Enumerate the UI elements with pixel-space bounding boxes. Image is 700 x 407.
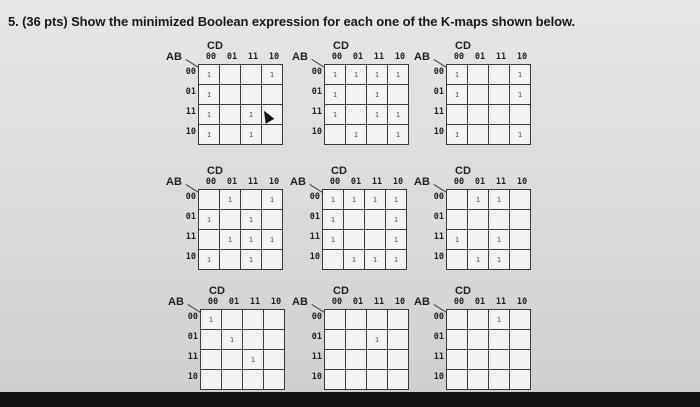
row-label: 10 xyxy=(311,127,322,137)
kmap-cell: 1 xyxy=(367,105,388,125)
kmap-cell xyxy=(388,370,409,390)
kmap-cell xyxy=(199,230,220,250)
column-label: 01 xyxy=(352,52,364,62)
kmap-cell: 1 xyxy=(241,230,262,250)
kmap-cell: 1 xyxy=(388,125,409,145)
kmap-cell xyxy=(264,350,285,370)
column-label: 11 xyxy=(373,52,385,62)
column-label: 00 xyxy=(453,177,465,187)
column-label: 01 xyxy=(474,177,486,187)
column-label: 00 xyxy=(453,52,465,62)
kmap-table xyxy=(446,64,531,145)
kmap-cell xyxy=(241,85,262,105)
kmap-table xyxy=(446,189,531,270)
column-label: 00 xyxy=(205,52,217,62)
kmap-cell xyxy=(346,330,367,350)
kmap-cell: 1 xyxy=(388,65,409,85)
column-label: 01 xyxy=(226,52,238,62)
column-label: 10 xyxy=(268,52,280,62)
kmap-cell: 1 xyxy=(323,190,344,210)
var-ab-label: AB xyxy=(166,176,182,188)
column-label: 00 xyxy=(329,177,341,187)
var-cd-label: CD xyxy=(455,40,471,52)
kmap-cell xyxy=(489,105,510,125)
row-label: 11 xyxy=(185,232,196,242)
kmap-cell: 1 xyxy=(447,125,468,145)
kmap-cell: 1 xyxy=(489,190,510,210)
kmap-cell: 1 xyxy=(199,105,220,125)
row-label: 01 xyxy=(433,332,444,342)
row-label: 00 xyxy=(311,312,322,322)
column-label: 01 xyxy=(228,297,240,307)
kmap-cell: 1 xyxy=(510,125,531,145)
kmap-cell: 1 xyxy=(468,250,489,270)
kmap-cell xyxy=(468,125,489,145)
kmap-cell: 1 xyxy=(199,250,220,270)
kmap-cell xyxy=(510,105,531,125)
kmap-cell: 1 xyxy=(447,85,468,105)
row-label: 10 xyxy=(433,372,444,382)
kmap-cell: 1 xyxy=(241,210,262,230)
kmap-cell: 1 xyxy=(388,105,409,125)
kmap-cell xyxy=(220,210,241,230)
row-label: 00 xyxy=(185,67,196,77)
row-label: 11 xyxy=(309,232,320,242)
kmap-cell: 1 xyxy=(510,85,531,105)
kmap-cell xyxy=(220,250,241,270)
kmap-cell xyxy=(468,370,489,390)
column-label: 01 xyxy=(352,297,364,307)
row-label: 00 xyxy=(185,192,196,202)
kmap-1 xyxy=(166,40,296,162)
row-label: 00 xyxy=(433,192,444,202)
kmap-cell xyxy=(241,65,262,85)
kmap-cell xyxy=(220,125,241,145)
kmap-cell: 1 xyxy=(489,230,510,250)
kmap-cell xyxy=(220,105,241,125)
kmap-table xyxy=(446,309,531,390)
kmap-cell xyxy=(489,330,510,350)
kmap-cell: 1 xyxy=(241,125,262,145)
kmap-table xyxy=(322,189,407,270)
var-cd-label: CD xyxy=(455,165,471,177)
row-label: 10 xyxy=(185,127,196,137)
column-label: 00 xyxy=(205,177,217,187)
kmap-cell xyxy=(264,330,285,350)
kmap-cell xyxy=(447,105,468,125)
kmap-cell xyxy=(468,230,489,250)
kmap-6 xyxy=(414,165,544,287)
kmap-3 xyxy=(414,40,544,162)
kmap-cell: 1 xyxy=(344,190,365,210)
row-label: 01 xyxy=(433,87,444,97)
column-label: 00 xyxy=(453,297,465,307)
kmap-cell xyxy=(241,190,262,210)
kmap-cell xyxy=(367,310,388,330)
column-label: 11 xyxy=(495,52,507,62)
kmap-cell: 1 xyxy=(510,65,531,85)
kmap-cell xyxy=(262,125,283,145)
kmap-2 xyxy=(292,40,422,162)
column-label: 11 xyxy=(373,297,385,307)
kmap-cell xyxy=(447,190,468,210)
column-label: 11 xyxy=(249,297,261,307)
column-label: 10 xyxy=(516,297,528,307)
kmap-cell xyxy=(325,310,346,330)
kmap-table xyxy=(198,189,283,270)
kmap-cell xyxy=(201,370,222,390)
kmap-cell xyxy=(510,350,531,370)
kmap-cell xyxy=(325,370,346,390)
row-label: 10 xyxy=(309,252,320,262)
var-ab-label: AB xyxy=(166,51,182,63)
kmap-cell: 1 xyxy=(241,250,262,270)
kmap-cell: 1 xyxy=(367,330,388,350)
row-label: 01 xyxy=(187,332,198,342)
kmap-table xyxy=(198,64,283,145)
kmap-cell xyxy=(325,350,346,370)
kmap-cell: 1 xyxy=(346,65,367,85)
var-cd-label: CD xyxy=(207,165,223,177)
kmap-cell xyxy=(367,370,388,390)
kmap-cell xyxy=(346,350,367,370)
row-label: 11 xyxy=(433,232,444,242)
kmap-8 xyxy=(292,285,422,407)
kmap-cell xyxy=(262,210,283,230)
var-ab-label: AB xyxy=(414,51,430,63)
kmap-cell xyxy=(346,85,367,105)
column-label: 01 xyxy=(474,52,486,62)
kmap-cell: 1 xyxy=(262,190,283,210)
var-ab-label: AB xyxy=(290,176,306,188)
kmap-cell: 1 xyxy=(367,85,388,105)
var-cd-label: CD xyxy=(455,285,471,297)
row-label: 11 xyxy=(311,352,322,362)
kmap-cell xyxy=(222,370,243,390)
kmap-cell xyxy=(220,65,241,85)
kmap-cell xyxy=(325,330,346,350)
row-label: 00 xyxy=(187,312,198,322)
var-ab-label: AB xyxy=(292,51,308,63)
row-label: 10 xyxy=(185,252,196,262)
column-label: 01 xyxy=(474,297,486,307)
kmap-cell: 1 xyxy=(367,65,388,85)
kmap-cell xyxy=(388,310,409,330)
kmap-cell: 1 xyxy=(199,65,220,85)
column-label: 11 xyxy=(247,52,259,62)
kmap-cell xyxy=(489,210,510,230)
column-label: 10 xyxy=(392,177,404,187)
kmap-cell xyxy=(325,125,346,145)
kmap-cell: 1 xyxy=(386,230,407,250)
kmap-cell xyxy=(447,250,468,270)
kmap-cell xyxy=(367,350,388,370)
kmap-cell xyxy=(510,190,531,210)
kmap-cell: 1 xyxy=(386,190,407,210)
column-label: 01 xyxy=(350,177,362,187)
kmap-cell xyxy=(388,330,409,350)
kmap-cell: 1 xyxy=(199,125,220,145)
row-label: 00 xyxy=(433,67,444,77)
kmap-cell xyxy=(323,250,344,270)
kmap-cell xyxy=(201,330,222,350)
kmap-cell xyxy=(365,230,386,250)
kmap-cell xyxy=(489,350,510,370)
var-ab-label: AB xyxy=(414,296,430,308)
kmap-cell xyxy=(264,370,285,390)
column-label: 11 xyxy=(371,177,383,187)
kmap-cell xyxy=(489,85,510,105)
kmap-cell: 1 xyxy=(201,310,222,330)
kmap-cell: 1 xyxy=(220,230,241,250)
kmap-cell: 1 xyxy=(447,65,468,85)
row-label: 01 xyxy=(309,212,320,222)
row-label: 10 xyxy=(433,252,444,262)
row-label: 11 xyxy=(185,107,196,117)
row-label: 11 xyxy=(187,352,198,362)
var-ab-label: AB xyxy=(168,296,184,308)
column-label: 00 xyxy=(331,297,343,307)
kmap-cell xyxy=(447,210,468,230)
kmap-cell: 1 xyxy=(365,190,386,210)
kmap-cell xyxy=(510,330,531,350)
column-label: 00 xyxy=(331,52,343,62)
column-label: 10 xyxy=(394,52,406,62)
kmap-cell: 1 xyxy=(344,250,365,270)
column-label: 10 xyxy=(270,297,282,307)
column-label: 01 xyxy=(226,177,238,187)
kmap-cell: 1 xyxy=(447,230,468,250)
column-label: 10 xyxy=(516,52,528,62)
kmap-cell: 1 xyxy=(199,210,220,230)
kmap-cell xyxy=(201,350,222,370)
kmap-cell: 1 xyxy=(243,350,264,370)
kmap-cell xyxy=(489,65,510,85)
row-label: 11 xyxy=(433,352,444,362)
var-cd-label: CD xyxy=(207,40,223,52)
kmap-cell: 1 xyxy=(386,210,407,230)
kmap-cell: 1 xyxy=(325,65,346,85)
row-label: 00 xyxy=(311,67,322,77)
kmap-9 xyxy=(414,285,544,407)
kmap-cell xyxy=(262,250,283,270)
column-label: 10 xyxy=(268,177,280,187)
kmap-cell xyxy=(447,310,468,330)
column-label: 10 xyxy=(516,177,528,187)
kmap-4 xyxy=(166,165,296,287)
question-text: 5. (36 pts) Show the minimized Boolean expression for each one of the K-maps shown below. xyxy=(8,14,576,29)
kmap-cell xyxy=(346,310,367,330)
var-ab-label: AB xyxy=(414,176,430,188)
var-cd-label: CD xyxy=(331,165,347,177)
kmap-cell xyxy=(447,350,468,370)
kmap-cell xyxy=(365,210,386,230)
kmap-cell xyxy=(510,370,531,390)
kmap-cell xyxy=(468,350,489,370)
kmap-cell xyxy=(243,310,264,330)
kmap-cell xyxy=(262,85,283,105)
row-label: 01 xyxy=(433,212,444,222)
kmap-cell xyxy=(447,330,468,350)
row-label: 00 xyxy=(309,192,320,202)
kmap-cell: 1 xyxy=(220,190,241,210)
kmap-7 xyxy=(168,285,298,407)
kmap-cell xyxy=(346,105,367,125)
row-label: 11 xyxy=(311,107,322,117)
kmap-cell xyxy=(468,310,489,330)
kmap-cell xyxy=(468,65,489,85)
row-label: 10 xyxy=(187,372,198,382)
kmap-cell xyxy=(243,330,264,350)
kmap-cell xyxy=(367,125,388,145)
column-label: 00 xyxy=(207,297,219,307)
kmap-cell xyxy=(346,370,367,390)
kmap-cell: 1 xyxy=(325,105,346,125)
row-label: 01 xyxy=(185,87,196,97)
row-label: 10 xyxy=(311,372,322,382)
kmap-cell xyxy=(222,350,243,370)
kmap-cell: 1 xyxy=(262,65,283,85)
kmap-cell xyxy=(344,230,365,250)
row-label: 01 xyxy=(185,212,196,222)
kmap-cell xyxy=(222,310,243,330)
kmap-cell xyxy=(468,85,489,105)
row-label: 00 xyxy=(433,312,444,322)
kmap-cell: 1 xyxy=(323,210,344,230)
kmap-cell xyxy=(468,330,489,350)
kmap-cell xyxy=(510,210,531,230)
kmap-cell xyxy=(199,190,220,210)
kmap-cell: 1 xyxy=(489,250,510,270)
row-label: 10 xyxy=(433,127,444,137)
kmap-cell xyxy=(510,310,531,330)
kmap-cell xyxy=(220,85,241,105)
kmap-cell: 1 xyxy=(346,125,367,145)
kmap-cell: 1 xyxy=(325,85,346,105)
var-cd-label: CD xyxy=(333,40,349,52)
kmap-cell: 1 xyxy=(199,85,220,105)
row-label: 01 xyxy=(311,87,322,97)
column-label: 11 xyxy=(495,297,507,307)
kmap-cell xyxy=(243,370,264,390)
kmap-cell xyxy=(468,105,489,125)
kmap-cell: 1 xyxy=(365,250,386,270)
kmap-5 xyxy=(290,165,420,287)
kmap-cell xyxy=(510,250,531,270)
kmap-cell: 1 xyxy=(489,310,510,330)
kmap-cell: 1 xyxy=(386,250,407,270)
column-label: 11 xyxy=(495,177,507,187)
kmap-cell xyxy=(447,370,468,390)
var-ab-label: AB xyxy=(292,296,308,308)
var-cd-label: CD xyxy=(333,285,349,297)
kmap-cell xyxy=(388,85,409,105)
kmap-table xyxy=(324,64,409,145)
kmap-cell: 1 xyxy=(222,330,243,350)
kmap-table xyxy=(200,309,285,390)
column-label: 10 xyxy=(394,297,406,307)
kmap-cell xyxy=(344,210,365,230)
kmap-table xyxy=(324,309,409,390)
kmap-cell: 1 xyxy=(323,230,344,250)
kmap-cell xyxy=(468,210,489,230)
var-cd-label: CD xyxy=(209,285,225,297)
column-label: 11 xyxy=(247,177,259,187)
kmap-cell: 1 xyxy=(468,190,489,210)
kmap-cell xyxy=(489,125,510,145)
kmap-cell: 1 xyxy=(262,230,283,250)
kmap-cell xyxy=(489,370,510,390)
kmap-cell xyxy=(264,310,285,330)
kmap-cell xyxy=(510,230,531,250)
row-label: 01 xyxy=(311,332,322,342)
kmap-cell: 1 xyxy=(241,105,262,125)
row-label: 11 xyxy=(433,107,444,117)
kmap-cell xyxy=(388,350,409,370)
